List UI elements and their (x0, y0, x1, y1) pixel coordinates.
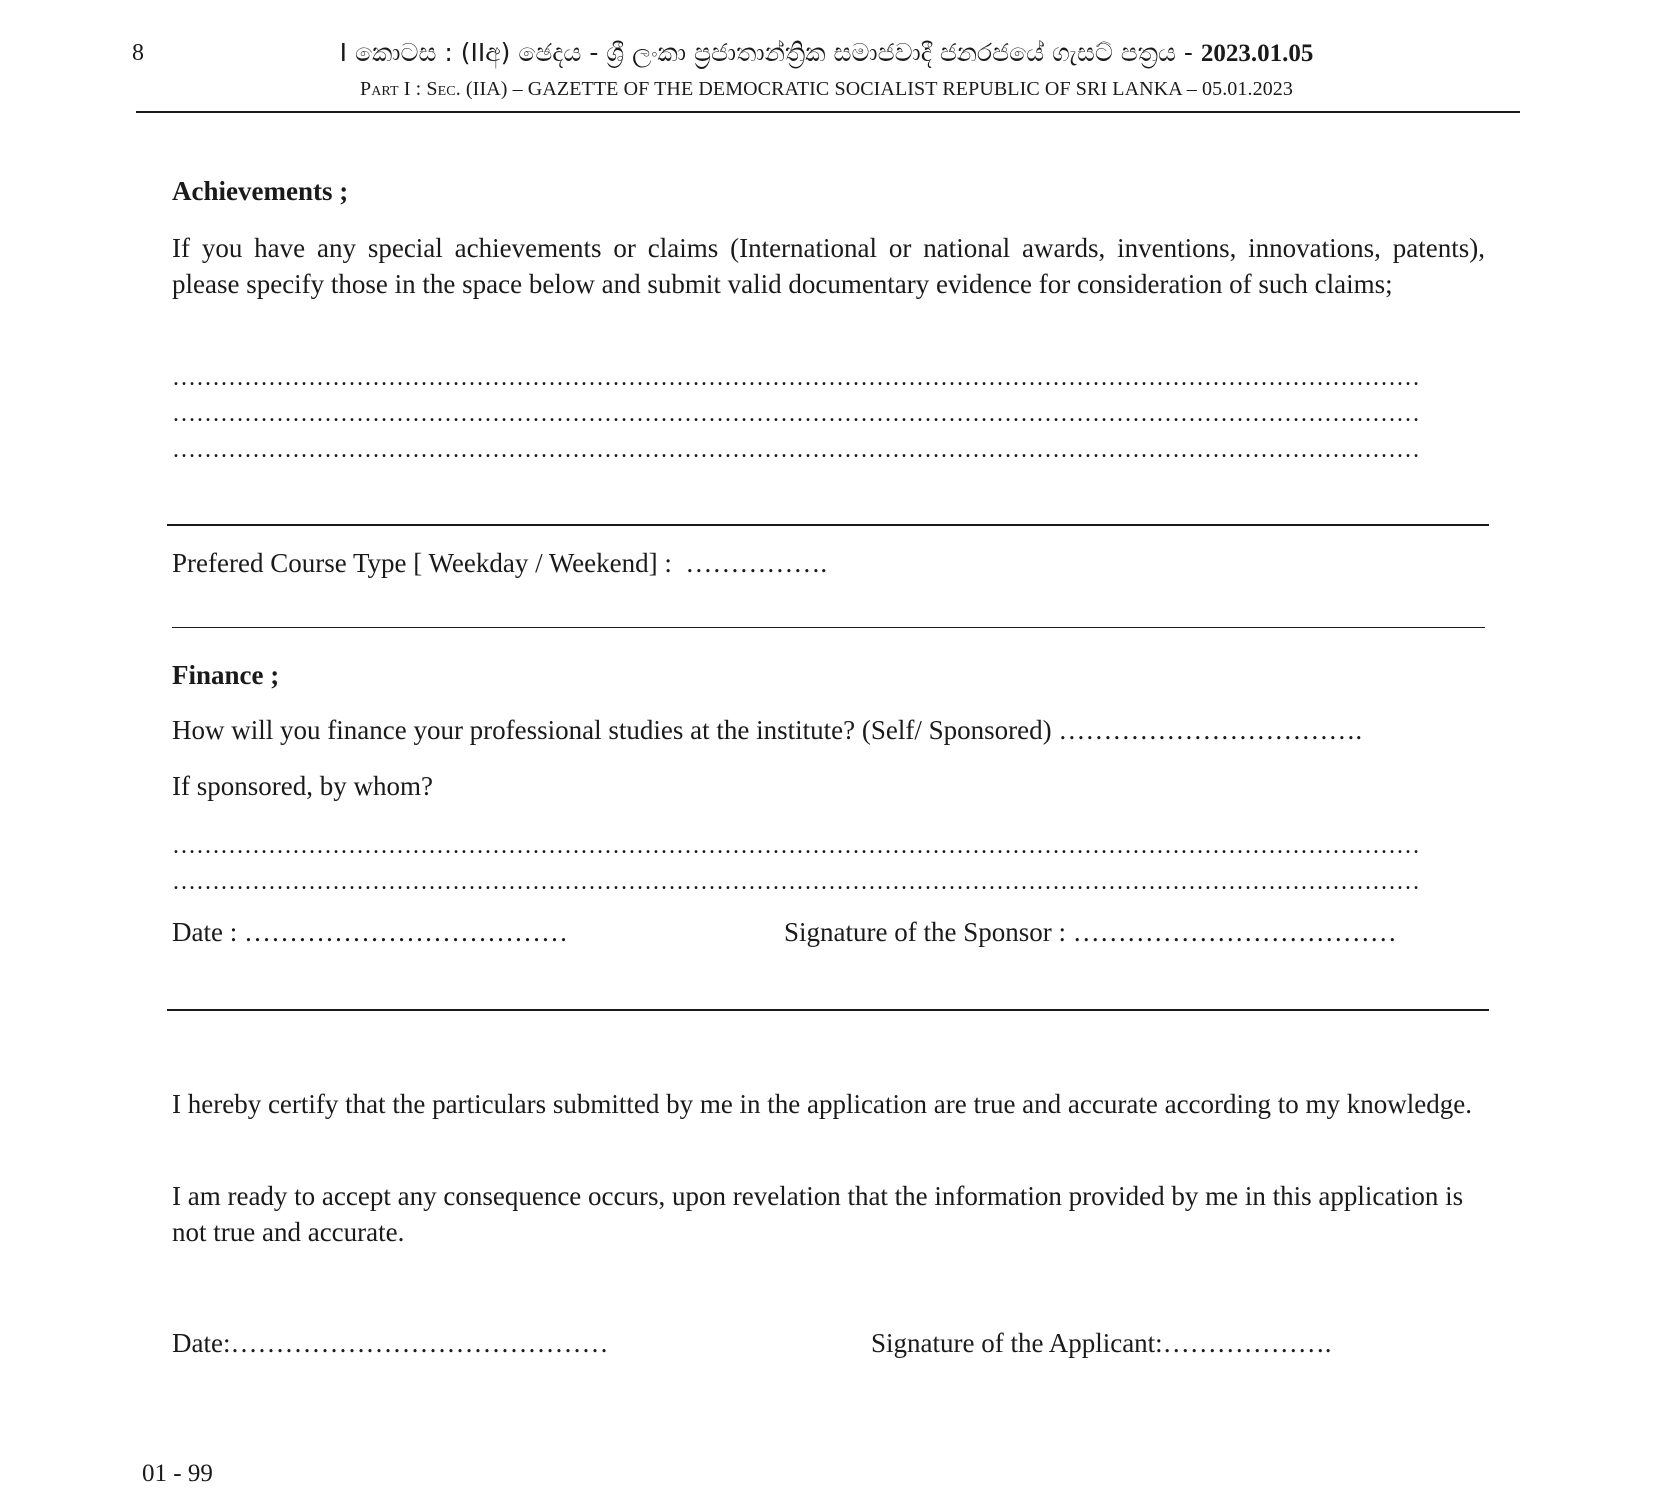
section-divider-2 (172, 627, 1485, 628)
header-gazette-title: (IIA) – GAZETTE OF THE DEMOCRATIC SOCIALIST REPUBLIC OF SRI LANKA – 05.01.2023 (465, 78, 1293, 100)
section-divider-3 (167, 1009, 1489, 1011)
header-english-title (0, 78, 1653, 101)
sponsor-question: If sponsored, by whom? (172, 771, 433, 801)
sponsor-dotted-line-2[interactable]: ………………………………………………………………………………………………………………………………………… (172, 869, 1420, 895)
finance-question: How will you finance your professional studies at the institute? (Self/ Sponsored) (172, 715, 1052, 745)
applicant-date-label: Date: (172, 1328, 231, 1358)
header-rule (136, 111, 1520, 113)
achievements-dotted-line-3[interactable]: ………………………………………………………………………………………………………………………………………… (172, 437, 1420, 463)
applicant-signature-label: Signature of the Applicant: (871, 1328, 1163, 1358)
finance-question-row (172, 715, 1362, 746)
achievements-heading: Achievements ; (172, 176, 349, 206)
sponsor-signature-blank[interactable]: ……………………………… (1072, 917, 1397, 947)
applicant-signature-row (871, 1328, 1331, 1359)
certify-statement: I hereby certify that the particulars submitted by me in the application are true and accurate according to my knowledge. (172, 1089, 1472, 1119)
achievements-dotted-line-2[interactable]: ………………………………………………………………………………………………………………………………………… (172, 401, 1420, 427)
finance-question-blank[interactable]: ……………………………. (1058, 715, 1363, 745)
header-part-section: Part I : Sec. (360, 78, 461, 100)
sponsor-date-blank[interactable]: ……………………………… (243, 917, 568, 947)
applicant-date-row (172, 1328, 608, 1359)
achievements-dotted-line-1[interactable]: ………………………………………………………………………………………………………………………………………… (172, 365, 1420, 391)
footer-code: 01 - 99 (142, 1460, 213, 1487)
section-divider-1 (167, 524, 1489, 526)
achievements-instructions: If you have any special achievements or claims (International or national awards, inventions, innovations, patents), please specify those in the space below and submit valid documentary evidence for consideration of such claims; (172, 233, 1485, 299)
course-type-row (172, 548, 827, 579)
course-type-label: Prefered Course Type [ Weekday / Weekend] : (172, 548, 672, 578)
applicant-date-blank[interactable]: …………………………………… (230, 1328, 609, 1358)
finance-heading: Finance ; (172, 660, 280, 690)
page-number: 8 (132, 40, 144, 66)
sponsor-signature-row (784, 917, 1397, 948)
header-sinhala-date: 2023.01.05 (1200, 40, 1314, 67)
header-sinhala-title (0, 38, 1653, 68)
sponsor-dotted-line-1[interactable]: ………………………………………………………………………………………………………………………………………… (172, 833, 1420, 859)
sponsor-signature-label: Signature of the Sponsor : (784, 917, 1066, 947)
applicant-signature-blank[interactable]: ………………. (1162, 1328, 1332, 1358)
course-type-blank[interactable]: ……………. (685, 548, 828, 578)
consequence-statement: I am ready to accept any consequence occurs, upon revelation that the information provided by me in this application is not true and accurate. (172, 1181, 1464, 1247)
header-sinhala-text: I කොටස : (IIඅ) ඡෙදය - ශ්‍රී ලංකා ප්‍රජාතාන්ත්‍රික සමාජවාදී ජනරජයේ ගැසට් පත්‍රය - (339, 38, 1201, 67)
sponsor-date-row (172, 917, 568, 948)
sponsor-date-label: Date : (172, 917, 238, 947)
